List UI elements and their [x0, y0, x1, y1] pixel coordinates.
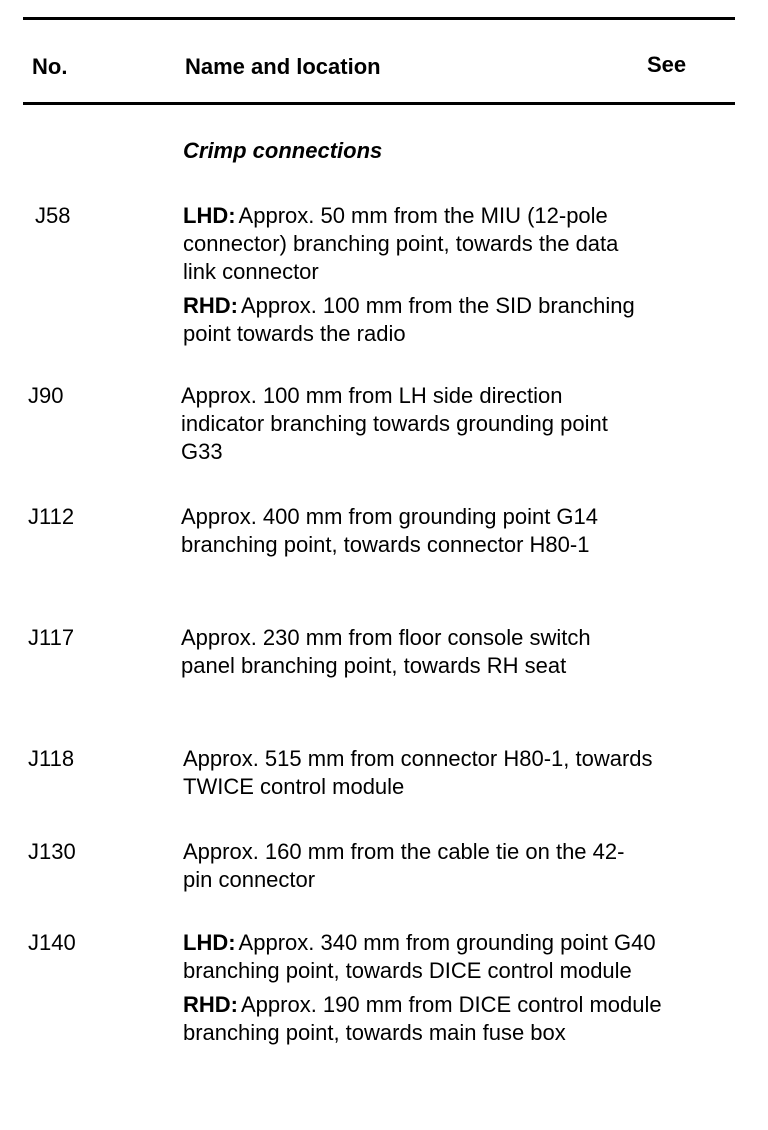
header-name-location: Name and location [185, 54, 381, 79]
row-part [181, 382, 641, 466]
top-rule [23, 17, 735, 20]
row-part [181, 624, 626, 680]
row-part-text: Approx. 340 mm from grounding point G40 branching point, towards DICE control module [183, 930, 656, 983]
row-part-text: Approx. 50 mm from the MIU (12-pole connector) branching point, towards the data link connector [183, 203, 619, 284]
row-part-text: Approx. 515 mm from connector H80-1, towards TWICE control module [183, 746, 653, 799]
row-number: J58 [35, 203, 71, 228]
row-number: J130 [28, 839, 76, 864]
row-number: J112 [28, 504, 75, 529]
section-title: Crimp connections [183, 138, 383, 163]
row-part [183, 202, 653, 286]
row-description [183, 838, 633, 900]
row-number: J118 [28, 746, 75, 771]
row-description [183, 929, 663, 1053]
row-description [181, 503, 646, 565]
row-description [183, 202, 653, 354]
row-part [183, 292, 653, 348]
row-part [183, 745, 653, 801]
row-part-text: Approx. 100 mm from the SID branching point towards the radio [183, 293, 635, 346]
row-part [183, 838, 633, 894]
row-part [183, 929, 663, 985]
row-part [181, 503, 646, 559]
header-no: No. [32, 54, 68, 79]
row-part-tag: RHD: [183, 293, 238, 318]
row-number: J117 [28, 625, 75, 650]
row-part-text: Approx. 100 mm from LH side direction indicator branching towards grounding point G33 [181, 383, 608, 464]
row-part-text: Approx. 190 mm from DICE control module branching point, towards main fuse box [183, 992, 662, 1045]
row-part-text: Approx. 160 mm from the cable tie on the 42-pin connector [183, 839, 625, 892]
row-part-tag: RHD: [183, 992, 238, 1017]
row-part-text: Approx. 230 mm from floor console switch panel branching point, towards RH seat [181, 625, 591, 678]
header-rule [23, 102, 735, 105]
row-part-tag: LHD: [183, 203, 236, 228]
header-see: See [647, 52, 687, 77]
row-number: J90 [28, 383, 64, 408]
row-part [183, 991, 663, 1047]
row-description [181, 382, 641, 472]
row-description [183, 745, 653, 807]
row-part-text: Approx. 400 mm from grounding point G14 branching point, towards connector H80-1 [181, 504, 599, 557]
row-part-tag: LHD: [183, 930, 236, 955]
row-number: J140 [28, 930, 76, 955]
row-description [181, 624, 626, 686]
